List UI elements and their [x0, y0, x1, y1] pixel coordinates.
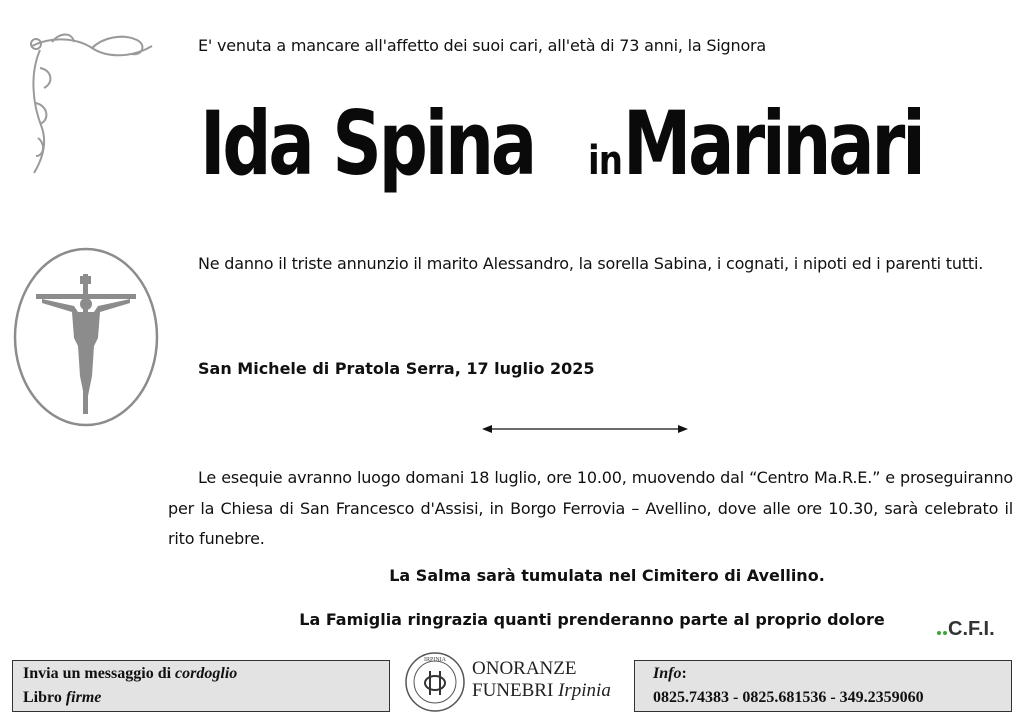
cfi-logo-icon	[936, 618, 995, 641]
svg-text:IRPINIA: IRPINIA	[424, 657, 446, 663]
funeral-text: Le esequie avranno luogo domani 18 luglio, ore 10.00, muovendo dal “Centro Ma.R.E.” e proseguiranno per la Chiesa di San Francesco d'Assisi, in Borgo Ferrovia – Avellino, dove alle ore 10.30, sarà celebrato il rito funebre.	[168, 468, 1013, 548]
intro-text: E' venuta a mancare all'affetto dei suoi cari, all'età di 73 anni, la Signora	[198, 36, 767, 55]
announcement-text: Ne danno il triste annunzio il marito Alessandro, la sorella Sabina, i cognati, i nipoti ed i parenti tutti.	[198, 254, 984, 273]
name-first: Ida Spina	[200, 92, 535, 195]
place-date: San Michele di Pratola Serra, 17 luglio 2025	[198, 359, 595, 378]
brand-name: ONORANZE FUNEBRI Irpinia	[472, 658, 611, 701]
name-connector: in	[588, 138, 623, 184]
corner-ornament-icon	[22, 28, 162, 178]
burial-text: La Salma sarà tumulata nel Cimitero di Avellino.	[389, 566, 825, 585]
double-arrow-icon	[480, 422, 690, 436]
thanks-text: La Famiglia ringrazia quanti prenderanno parte al proprio dolore	[299, 610, 885, 629]
deceased-name	[200, 92, 1010, 212]
cfi-logo-text: C.F.I.	[948, 618, 995, 640]
crucifix-icon	[12, 246, 160, 428]
onoranze-logo-icon	[404, 651, 466, 713]
info-label: Info	[653, 665, 682, 682]
condolence-box[interactable]	[12, 660, 390, 712]
phone-numbers[interactable]: 0825.74383 - 0825.681536 - 349.2359060	[653, 689, 924, 706]
info-box: Info: 0825.74383 - 0825.681536 - 349.2359060	[634, 660, 1012, 712]
condolence-link[interactable]: Invia un messaggio di cordoglio	[23, 665, 238, 682]
guestbook-link[interactable]: Libro firme	[23, 689, 102, 706]
name-last: Marinari	[622, 92, 923, 195]
